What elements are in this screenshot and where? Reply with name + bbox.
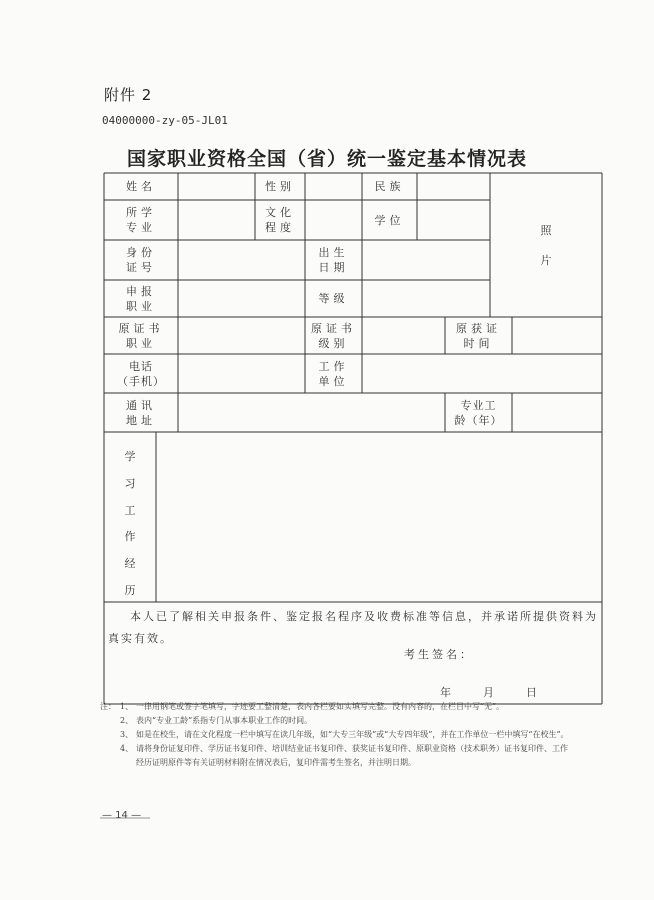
gender-label: 性别: [265, 180, 295, 193]
form-title: 国家职业资格全国（省）统一鉴定基本情况表: [126, 148, 527, 170]
date-month-label: 月: [483, 686, 494, 699]
experience-char: 作: [124, 530, 136, 544]
seniority-field[interactable]: [512, 393, 602, 432]
note-text: 一律用钢笔或签字笔填写，字迹要工整清楚，表内各栏要如实填写完整。没有内容的，在栏目中写“无”。: [136, 702, 505, 711]
education-label: 文化 程度: [265, 206, 295, 234]
gender-field[interactable]: [305, 173, 362, 200]
level-field[interactable]: [362, 280, 490, 317]
experience-char: 历: [124, 583, 136, 597]
orig-cert-time-label: 原获证 时间: [456, 321, 501, 350]
orig-cert-job-field[interactable]: [178, 317, 305, 354]
apply-job-field[interactable]: [178, 280, 305, 317]
phone-label: 电话 （手机）: [117, 359, 165, 388]
experience-char: 经: [124, 557, 136, 571]
ethnicity-label: 民族: [374, 180, 405, 193]
orig-cert-level-field[interactable]: [362, 317, 445, 354]
experience-label: [104, 448, 156, 598]
id-number-field[interactable]: [178, 240, 305, 280]
experience-char: 学: [124, 450, 136, 463]
date-year-label: 年: [440, 686, 451, 699]
phone-field[interactable]: [178, 354, 305, 393]
id-number-label: 身份 证号: [126, 246, 156, 274]
employer-label: 工作 单位: [318, 359, 349, 388]
ethnicity-field[interactable]: [417, 173, 490, 200]
address-label: 通讯 地址: [126, 398, 156, 427]
note-text: 请将身份证复印件、学历证书复印件、培训结业证书复印件、获奖证书复印件、原职业资格（技术职务）证书复印件、工作经历证明原件等有关证明材料附在情况表后，复印件需考生签名，并注明日期。: [136, 744, 568, 767]
experience-char: 习: [124, 476, 136, 490]
signature-date: [440, 684, 537, 700]
note-number: 3、: [120, 730, 134, 739]
note-number: 2、: [120, 716, 134, 725]
degree-label: 学位: [374, 213, 405, 227]
birth-date-field[interactable]: [362, 240, 490, 280]
notes-prefix: 注：: [100, 702, 116, 711]
orig-cert-level-label: 原证书 级别: [311, 321, 356, 350]
note-text: 表内“专业工龄”系指专门从事本职业工作的时间。: [136, 716, 313, 725]
name-field[interactable]: [178, 173, 255, 200]
employer-field[interactable]: [362, 354, 602, 393]
birth-date-label: 出生 日期: [318, 246, 349, 274]
degree-field[interactable]: [417, 200, 490, 240]
major-field[interactable]: [178, 200, 255, 240]
experience-char: 工: [124, 503, 136, 517]
note-number: 1、: [120, 702, 134, 711]
level-label: 等级: [318, 292, 349, 305]
date-day-label: 日: [526, 686, 537, 699]
experience-field[interactable]: [156, 432, 602, 602]
orig-cert-job-label: 原证书 职业: [118, 321, 164, 350]
education-field[interactable]: [305, 200, 362, 240]
photo-box[interactable]: 照 片: [540, 223, 552, 267]
orig-cert-time-field[interactable]: [512, 317, 602, 354]
major-label: 所学 专业: [126, 206, 156, 234]
note-number: 4、: [120, 744, 134, 753]
document-number: 04000000-zy-05-JL01: [102, 114, 228, 127]
name-label: 姓名: [126, 180, 156, 193]
attachment-label: 附件 2: [104, 86, 153, 104]
page-number: — 14 —: [102, 810, 142, 821]
address-field[interactable]: [178, 393, 445, 432]
declaration-text: 本人已了解相关申报条件、鉴定报名程序及收费标准等信息，并承诺所提供资料为真实有效。: [108, 610, 598, 645]
note-text: 如是在校生，请在文化程度一栏中填写在读几年级，如“大专三年级”或“大专四年级”，并在工作单位一栏中填写“在校生”。: [136, 730, 569, 739]
notes-section: [100, 700, 570, 770]
seniority-label: 专业工 龄（年）: [454, 398, 503, 427]
signature-label: 考生签名：: [404, 648, 474, 661]
apply-job-label: 申报 职业: [126, 284, 156, 313]
